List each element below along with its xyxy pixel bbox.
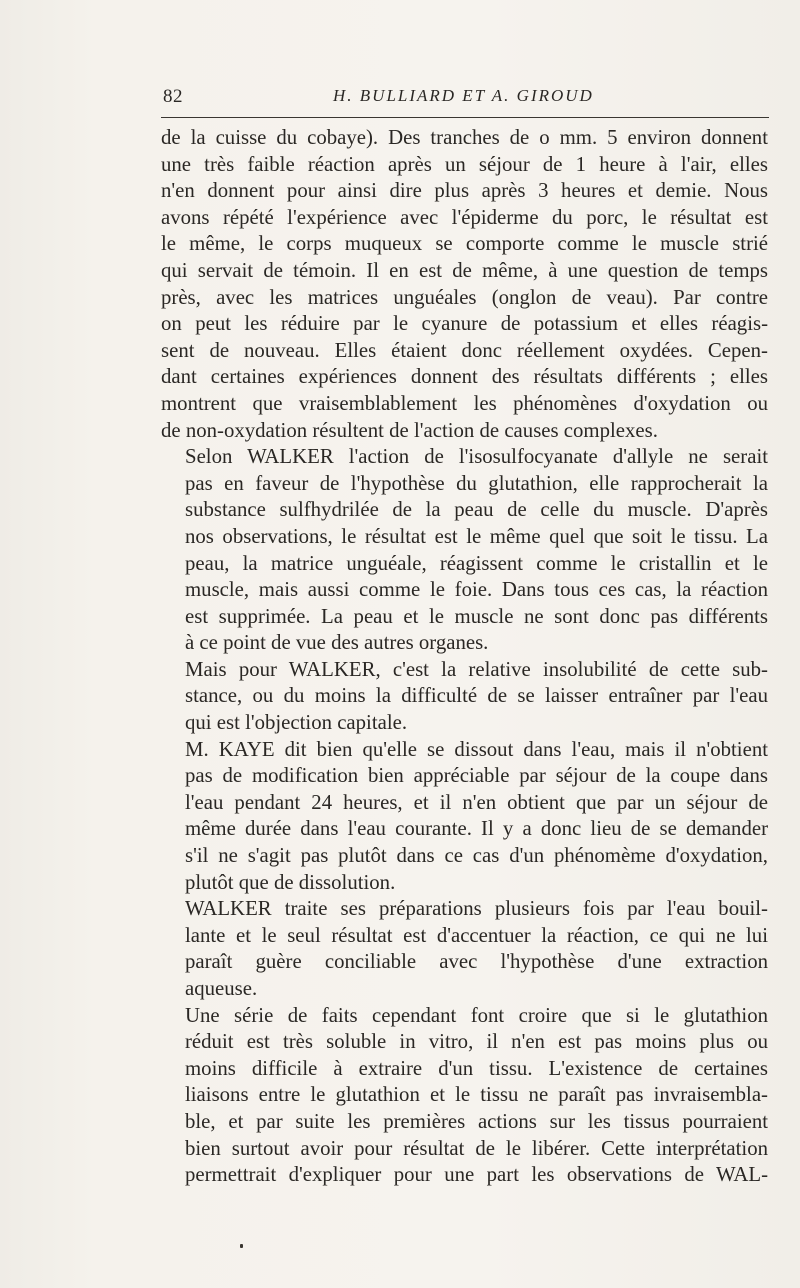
text-line: réduit est très soluble in vitro, il n'en est pas moins plus ou (185, 1030, 768, 1054)
paragraph-4 (161, 737, 768, 897)
text-line: permettrait d'expliquer pour une part les observations de WAL- (185, 1163, 768, 1187)
text-line: s'il ne s'agit pas plutôt dans ce cas d'un phénomème d'oxydation, (185, 844, 768, 868)
text-line: M. KAYE dit bien qu'elle se dissout dans l'eau, mais il n'obtient (185, 737, 768, 761)
paragraph-3 (161, 657, 768, 737)
text-line: paraît guère conciliable avec l'hypothèse d'une extraction (185, 950, 768, 974)
text-line: même durée dans l'eau courante. Il y a donc lieu de se demander (185, 817, 768, 841)
text-line: le même, le corps muqueux se comporte comme le muscle strié (161, 232, 768, 256)
text-line: ble, et par suite les premières actions sur les tissus pourraient (185, 1109, 768, 1133)
paragraph-2 (161, 444, 768, 657)
paragraph-1 (161, 125, 768, 444)
header-rule (161, 117, 769, 118)
text-line: Une série de faits cependant font croire que si le glutathion (185, 1003, 768, 1027)
paragraph-6 (161, 1003, 768, 1189)
text-line: l'eau pendant 24 heures, et il n'en obtient que par un séjour de (185, 790, 768, 814)
text-line: muscle, mais aussi comme le foie. Dans tous ces cas, la réaction (185, 578, 768, 602)
text-line: n'en donnent pour ainsi dire plus après 3 heures et demie. Nous (161, 179, 768, 203)
text-line: à ce point de vue des autres organes. (185, 631, 489, 655)
text-line: une très faible réaction après un séjour de 1 heure à l'air, elles (161, 152, 768, 176)
text-line: plutôt que de dissolution. (185, 870, 396, 894)
text-line: peau, la matrice unguéale, réagissent comme le cristallin et le (185, 551, 768, 575)
ink-speck (240, 1244, 243, 1248)
text-line: liaisons entre le glutathion et le tissu ne paraît pas invraisembla- (185, 1083, 768, 1107)
text-line: près, avec les matrices unguéales (onglon de veau). Par contre (161, 285, 768, 309)
text-line: aqueuse. (185, 977, 258, 1000)
page-header (163, 86, 768, 112)
text-line: stance, ou du moins la difficulté de se laisser entraîner par l'eau (185, 684, 768, 708)
running-head: H. BULLIARD ET A. GIROUD (333, 86, 594, 105)
text-line: lante et le seul résultat est d'accentuer la réaction, ce qui ne lui (185, 923, 768, 947)
text-line: qui est l'objection capitale. (185, 711, 408, 735)
text-line: qui servait de témoin. Il en est de même, à une question de temps (161, 258, 768, 282)
text-line: avons répété l'expérience avec l'épiderme du porc, le résultat est (161, 205, 768, 229)
page-number: 82 (163, 86, 183, 107)
text-line: de non-oxydation résultent de l'action de causes complexes. (161, 418, 658, 442)
text-line: est supprimée. La peau et le muscle ne sont donc pas différents (185, 604, 768, 628)
text-line: sent de nouveau. Elles étaient donc réellement oxydées. Cepen- (161, 338, 768, 362)
text-line: de la cuisse du cobaye). Des tranches de o mm. 5 environ donnent (161, 126, 768, 149)
text-line: pas en faveur de l'hypothèse du glutathion, elle rapprocherait la (185, 471, 768, 495)
text-line: moins difficile à extraire d'un tissu. L'existence de certaines (185, 1056, 768, 1080)
text-line: Mais pour WALKER, c'est la relative insolubilité de cette sub- (185, 657, 768, 681)
body-text (161, 125, 768, 1189)
text-line: Selon WALKER l'action de l'isosulfocyanate d'allyle ne serait (185, 445, 768, 469)
text-line: nos observations, le résultat est le même quel que soit le tissu. La (185, 524, 768, 548)
text-line: dant certaines expériences donnent des résultats différents ; elles (161, 365, 768, 389)
text-line: WALKER traite ses préparations plusieurs fois par l'eau bouil- (185, 897, 768, 921)
text-line: on peut les réduire par le cyanure de potassium et elles réagis- (161, 312, 768, 336)
text-line: montrent que vraisemblablement les phénomènes d'oxydation ou (161, 391, 768, 415)
text-line: bien surtout avoir pour résultat de le libérer. Cette interprétation (185, 1136, 768, 1160)
text-line: substance sulfhydrilée de la peau de celle du muscle. D'après (185, 498, 768, 522)
paragraph-5 (161, 896, 768, 1002)
text-line: pas de modification bien appréciable par séjour de la coupe dans (185, 764, 768, 788)
